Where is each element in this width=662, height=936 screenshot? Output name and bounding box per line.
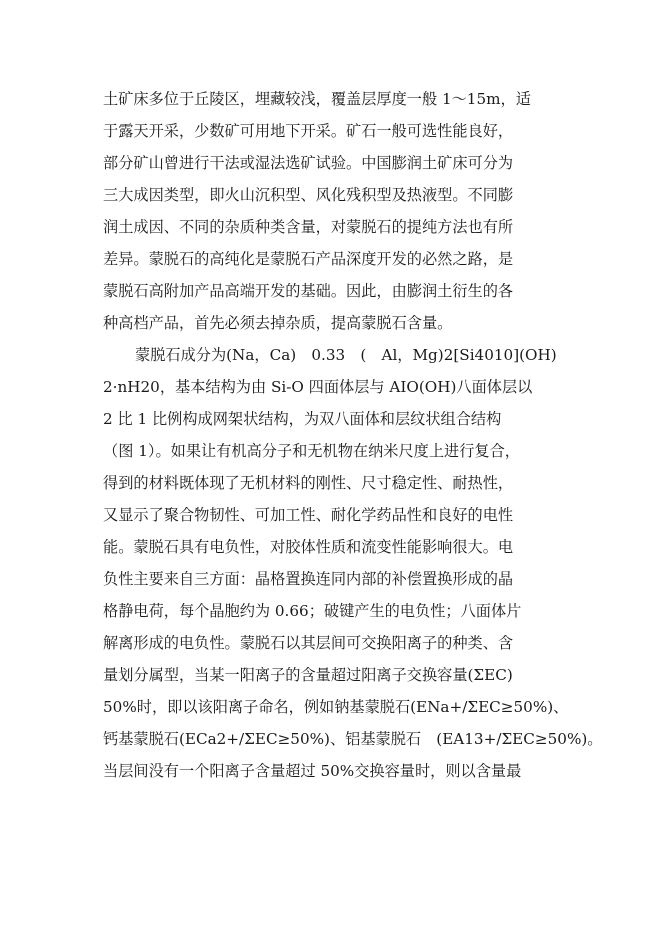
body-text-line: 量划分属型，当某一阳离子的含量超过阳离子交换容量(ΣEC): [103, 666, 513, 684]
body-text-line: 2 比 1 比例构成网架状结构，为双八面体和层纹状组合结构: [103, 410, 502, 428]
body-text-line: 负性主要来自三方面：晶格置换连同内部的补偿置换形成的晶: [103, 570, 514, 588]
body-text-line: 种高档产品，首先必须去掉杂质，提高蒙脱石含量。: [103, 314, 453, 332]
body-text-line: 能。蒙脱石具有电负性，对胶体性质和流变性能影响很大。电: [103, 538, 514, 556]
body-text-line: 差异。蒙脱石的高纯化是蒙脱石产品深度开发的必然之路，是: [103, 250, 514, 268]
body-text-line: 三大成因类型，即火山沉积型、风化残积型及热液型。不同膨: [103, 186, 514, 204]
body-text-line: 于露天开采，少数矿可用地下开采。矿石一般可选性能良好，: [103, 122, 514, 140]
body-text-line: 得到的材料既体现了无机材料的刚性、尺寸稳定性、耐热性，: [103, 474, 514, 492]
body-text-line: 部分矿山曾进行干法或湿法选矿试验。中国膨润土矿床可分为: [103, 154, 514, 172]
body-text-line: 又显示了聚合物韧性、可加工性、耐化学药品性和良好的电性: [103, 506, 514, 524]
body-text-line: 2·nH20，基本结构为由 Si-O 四面体层与 AIO(OH)八面体层以: [103, 378, 533, 396]
body-text-line: 50%时，即以该阳离子命名，例如钠基蒙脱石(ENa+/ΣEC≥50%)、: [103, 698, 569, 716]
body-text-line: 格静电荷，每个晶胞约为 0.66；破键产生的电负性；八面体片: [103, 602, 522, 620]
body-text-line: 钙基蒙脱石(ECa2+/ΣEC≥50%)、铝基蒙脱石 (EA13+/ΣEC≥50%)。: [103, 730, 603, 748]
body-text-line: 润土成因、不同的杂质种类含量，对蒙脱石的提纯方法也有所: [103, 218, 514, 236]
body-text-line: 当层间没有一个阳离子含量超过 50%交换容量时，则以含量最: [103, 762, 522, 780]
body-text-line: （图 1）。如果让有机高分子和无机物在纳米尺度上进行复合，: [103, 442, 520, 460]
body-text-line: 蒙脱石高附加产品高端开发的基础。因此，由膨润土衍生的各: [103, 282, 514, 300]
paragraph-first-line: 蒙脱石成分为(Na，Ca) 0.33 ( Al，Mg)2[Si4010](OH): [135, 346, 557, 364]
body-text-line: 解离形成的电负性。蒙脱石以其层间可交换阳离子的种类、含: [103, 634, 514, 652]
body-text-line: 土矿床多位于丘陵区，埋藏较浅，覆盖层厚度一般 1～15m，适: [103, 90, 531, 108]
